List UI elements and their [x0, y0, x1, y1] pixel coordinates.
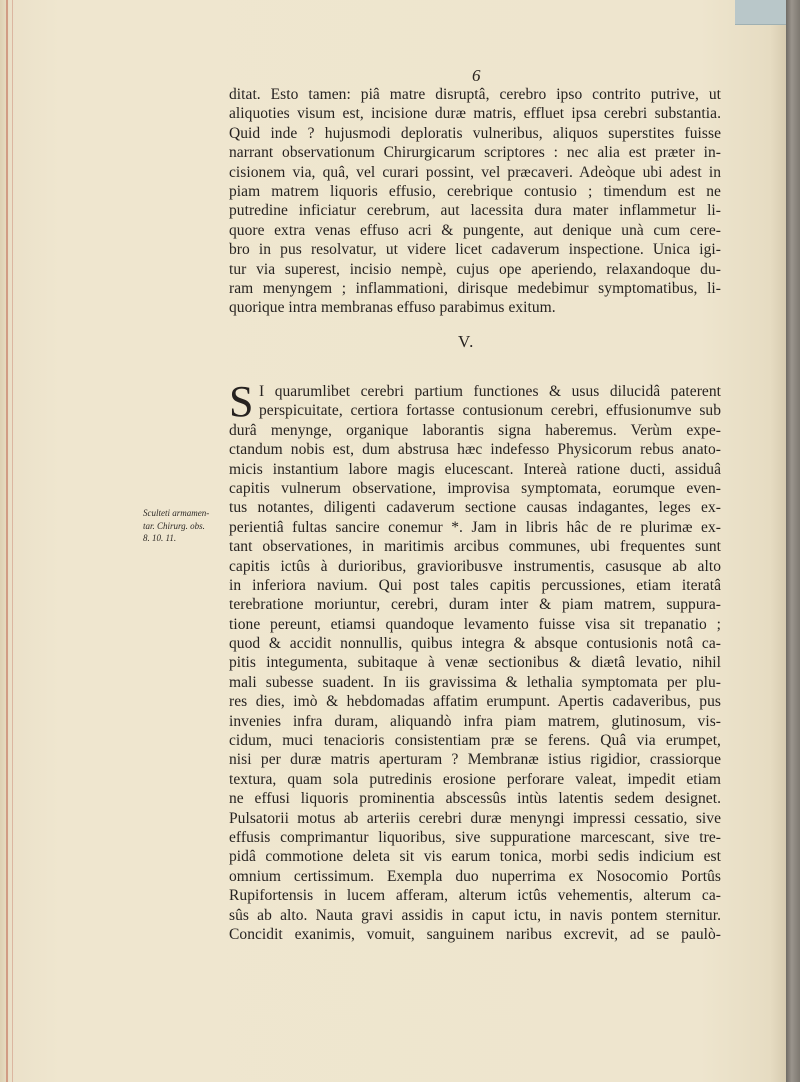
text-line: quore extra venas effuso acri & pungente, aut denique unà cum cere- [229, 221, 721, 239]
section-heading: V. [458, 332, 475, 351]
text-line: cisionem via, quâ, vel curari possint, vel præcaveri. Adeòque ubi adest in [229, 163, 721, 181]
text-line: ram menyngem ; inflammationi, dirisque medebimur symptomatibus, li- [229, 279, 721, 297]
text-line: cidum, muci tenacioris consistentiam præ se ferens. Quâ via erumpet, [229, 732, 721, 750]
drop-cap: S [229, 377, 254, 426]
text-line: piam matrem liquoris effusio, cerebrique contusio ; timendum est ne [229, 182, 721, 200]
text-line: narrant observationum Chirurgicarum scriptores : nec alia est præter in- [229, 144, 721, 162]
text-line: I quarumlibet cerebri partium functiones & usus dilucidâ paterent [259, 383, 721, 400]
text-line: pidâ commotione deleta sit vis earum tonica, morbi sedis indicium est [229, 848, 721, 866]
text-line: quod & accidit nonnullis, quibus integra & absque contusionis notâ ca- [229, 635, 721, 653]
text-line: in inferiora navium. Qui post tales capitis percussiones, etiam iteratâ [229, 576, 721, 594]
text-line: textura, quam sola putredinis erosione perforare valeat, impedit etiam [229, 770, 721, 788]
text-line: capitis vulnerum observatione, improvisa symptomata, eorumque even- [229, 479, 721, 497]
text-line: ne effusi liquoris prominentia abscessûs intùs latentis sedem designet. [229, 790, 721, 808]
text-line: pitis integumenta, subitaque à venæ sectionibus & diætâ levatio, nihil [229, 654, 721, 672]
text-line: invenies infra duram, aliquandò infra piam matrem, glutinosum, vis- [229, 712, 721, 730]
text-line: ctandum nobis est, dum abstrusa hæc indefesso Physicorum rebus anato- [229, 441, 721, 459]
text-line: quorique intra membranas effuso parabimus exitum. [229, 299, 556, 317]
text-line: Rupifortensis in lucem afferam, alterum ictûs vehementis, alterum ca- [229, 887, 721, 905]
text-line: effusis comprimantur liquoribus, sive suppuratione marcescant, sive tre- [229, 828, 721, 846]
text-line: mali subesse suadent. In iis gravissima & lethalia symptomata per plu- [229, 673, 721, 691]
text-line: Concidit exanimis, vomuit, sanguinem naribus excrevit, ad se paulò- [229, 925, 721, 943]
text-line: Quid inde ? hujusmodi deploratis vulneribus, aliquos superstites fuisse [229, 124, 721, 142]
text-line: terebratione moriuntur, cerebri, duram inter & piam matrem, suppura- [229, 596, 721, 614]
text-line: Pulsatorii motus ab arteriis cerebri duræ menyngi impressi cessatio, sive [229, 809, 721, 827]
top-corner-strip [735, 0, 786, 25]
text-line: sûs ab alto. Nauta gravi assidis in caput ictu, in navis pontem sternitur. [229, 906, 721, 924]
text-line: perientiâ fultas sancire conemur *. Jam in libris hâc de re plurimæ ex- [229, 518, 721, 536]
margin-rule-red [6, 0, 8, 1082]
marginal-note-line: 8. 10. 11. [143, 533, 177, 543]
text-line: tant observationes, in maritimis arcibus communes, ubi frequentes sunt [229, 538, 721, 556]
marginal-note-line: tar. Chirurg. obs. [143, 520, 205, 531]
paragraph-2 [229, 377, 721, 944]
text-line: durâ menynge, organique laborantis signa haberemus. Verùm expe- [229, 421, 721, 439]
marginal-note-line: Sculteti armamen- [143, 508, 210, 518]
page-number: 6 [472, 66, 481, 85]
text-line: perspicuitate, certiora fortasse contusionum cerebri, effusionumve sub [259, 402, 721, 420]
marginal-note [143, 507, 227, 545]
text-line: bro in pus resolvatur, ut videre licet cadaverum inspectione. Unica igi- [229, 241, 721, 259]
text-line: tus notantes, diligenti cadaverum sectione causas indagantes, leges ex- [229, 499, 721, 517]
text-line: capitis ictûs à durioribus, gravioribusve instrumentis, casusque ab alto [229, 557, 721, 575]
text-line: nisi per duræ matris aperturam ? Membranæ istius rigidior, crassiorque [229, 751, 721, 769]
text-line: omnium certissimum. Exempla duo nuperrima ex Nosocomio Portûs [229, 867, 721, 885]
text-line: tione pereunt, etiamsi quandoque levamento fuisse visa sit trepanatio ; [229, 615, 721, 633]
text-line: micis instantium labore magis elucescant. Intereà ratione ducti, assiduâ [229, 460, 721, 478]
text-line: res dies, imò & hebdomadas affatim erumpunt. Apertis cadaveribus, pus [229, 693, 721, 711]
paragraph-1 [229, 85, 721, 318]
text-line: tur via superest, incisio nempè, cujus ope aperiendo, relaxandoque du- [229, 260, 721, 278]
binding-edge [786, 0, 800, 1082]
text-line: ditat. Esto tamen: piâ matre disruptâ, cerebro ipso contrito putrive, ut [229, 86, 721, 103]
text-line: putredine inficiatur cerebrum, aut lacessita dura mater inflammetur li- [229, 202, 721, 220]
margin-rule-red-secondary [12, 0, 13, 1082]
text-line: aliquoties visum est, incisione duræ matris, effluet ipsa cerebri substantia. [229, 105, 721, 123]
